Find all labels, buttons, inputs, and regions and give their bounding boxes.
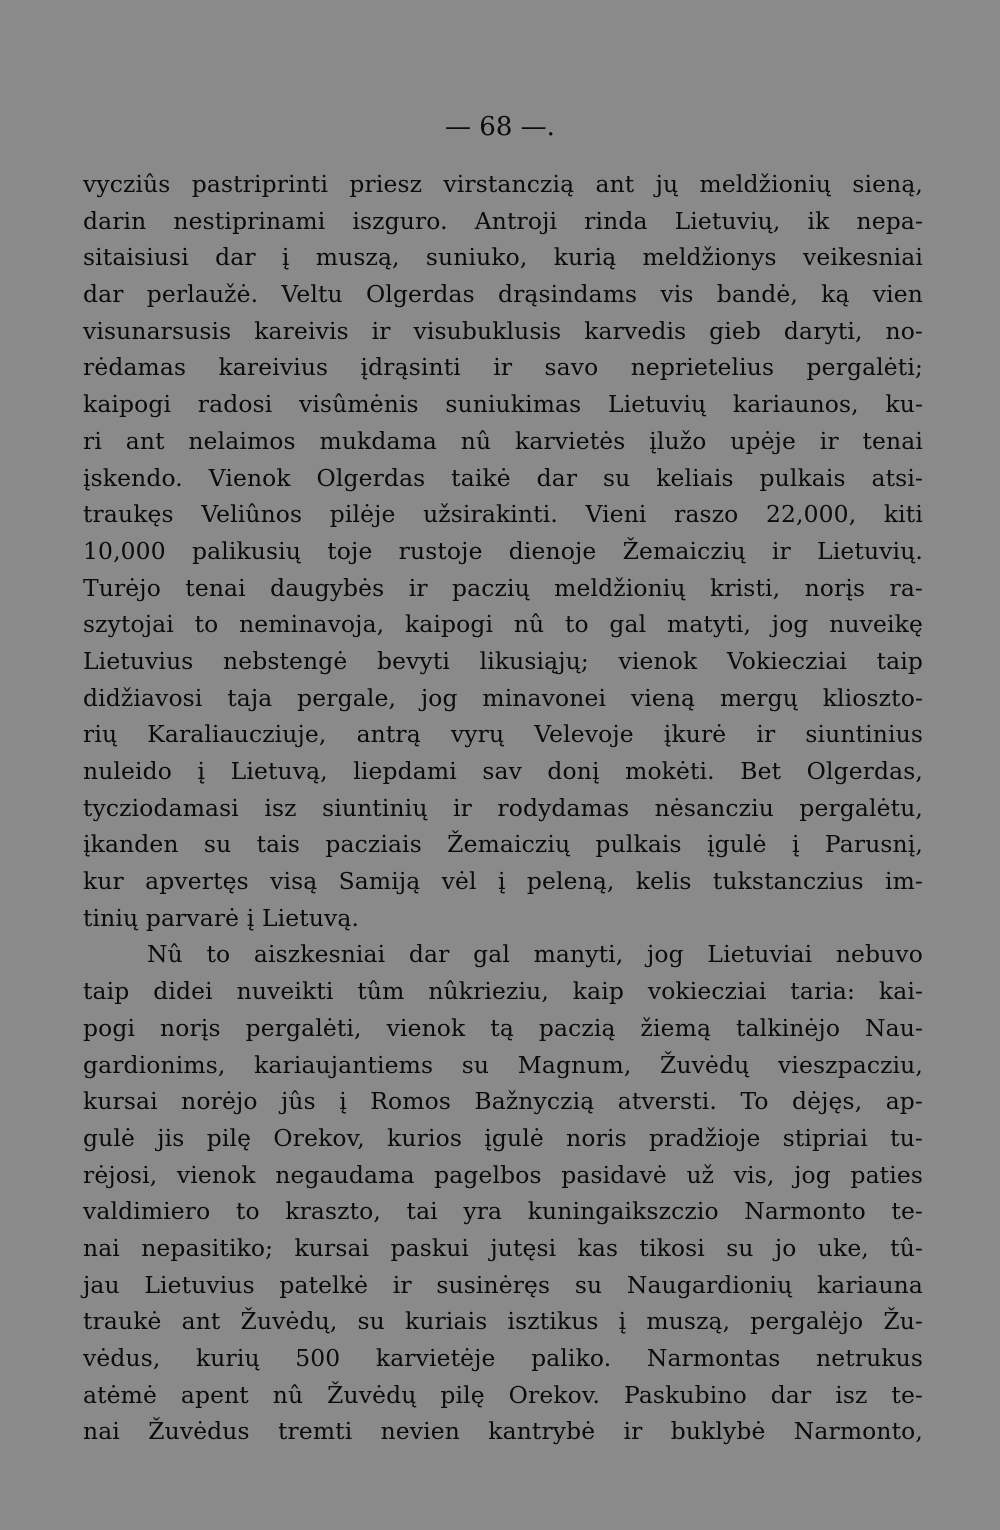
page-number: — 68 —. <box>445 112 555 142</box>
paragraph-start-line: Nû to aiszkesniai dar gal manyti, jog Lietuviai nebuvo <box>147 940 923 969</box>
text-line: nai Žuvėdus tremti nevien kantrybė ir buklybė Narmonto, <box>83 1417 923 1446</box>
text-line: kaipogi radosi visûmėnis suniukimas Lietuvių kariaunos, ku- <box>83 390 923 419</box>
text-line: rių Karaliaucziuje, antrą vyrų Velevoje įkurė ir siuntinius <box>83 720 923 749</box>
text-line: visunarsusis kareivis ir visubuklusis karvedis gieb daryti, no- <box>83 316 923 345</box>
text-line: nai nepasitiko; kursai paskui jutęsi kas tikosi su jo uke, tû- <box>83 1233 923 1262</box>
text-line: vycziûs pastriprinti priesz virstanczią ant jų meldžionių sieną, <box>83 170 923 198</box>
text-line: traukęs Veliûnos pilėje užsirakinti. Vieni raszo 22,000, kiti <box>83 500 923 529</box>
text-line: darin nestiprinami iszguro. Antroji rinda Lietuvių, ik nepa- <box>83 206 923 235</box>
text-line: įskendo. Vienok Olgerdas taikė dar su keliais pulkais atsi- <box>83 463 923 492</box>
text-line: kursai norėjo jûs į Romos Bažnyczią atversti. To dėjęs, ap- <box>83 1087 923 1116</box>
text-line: gulė jis pilę Orekov, kurios įgulė noris pradžioje stipriai tu- <box>83 1123 923 1152</box>
text-line: dar perlaužė. Veltu Olgerdas drąsindams vis bandė, ką vien <box>83 280 923 309</box>
text-line: nuleido į Lietuvą, liepdami sav donį mokėti. Bet Olgerdas, <box>83 757 923 785</box>
text-line: pogi norįs pergalėti, vienok tą paczią žiemą talkinėjo Nau- <box>83 1013 923 1042</box>
text-line: gardionims, kariaujantiems su Magnum, Žuvėdų vieszpacziu, <box>83 1050 923 1079</box>
text-line: jau Lietuvius patelkė ir susinėręs su Naugardionių kariauna <box>83 1270 923 1299</box>
text-line: Turėjo tenai daugybės ir paczių meldžionių kristi, norįs ra- <box>83 573 923 602</box>
text-line: Lietuvius nebstengė bevyti likusiąjų; vienok Vokiecziai taip <box>83 646 923 675</box>
text-line: tycziodamasi isz siuntinių ir rodydamas nėsancziu pergalėtu, <box>83 793 923 822</box>
text-line: 10,000 palikusių toje rustoje dienoje Žemaiczių ir Lietuvių. <box>83 536 923 565</box>
text-line: didžiavosi taja pergale, jog minavonei vieną mergų klioszto- <box>83 683 923 712</box>
text-line: sitaisiusi dar į muszą, suniuko, kurią meldžionys veikesniai <box>83 243 923 272</box>
paragraph-end-line: tinių parvarė į Lietuvą. <box>83 903 360 932</box>
page-text <box>83 166 923 1450</box>
text-line: kur apvertęs visą Samiją vėl į peleną, kelis tukstanczius im- <box>83 867 923 896</box>
text-line: ri ant nelaimos mukdama nû karvietės įlužo upėje ir tenai <box>83 426 923 455</box>
text-line: szytojai to neminavoja, kaipogi nû to gal matyti, jog nuveikę <box>83 610 923 639</box>
text-line: valdimiero to kraszto, tai yra kuningaikszczio Narmonto te- <box>83 1197 923 1226</box>
text-line: rėjosi, vienok negaudama pagelbos pasidavė už vis, jog paties <box>83 1160 923 1189</box>
text-line: rėdamas kareivius įdrąsinti ir savo neprietelius pergalėti; <box>83 353 923 382</box>
text-line: įkanden su tais pacziais Žemaiczių pulkais įgulė į Parusnį, <box>83 830 923 859</box>
text-line: vėdus, kurių 500 karvietėje paliko. Narmontas netrukus <box>83 1344 923 1372</box>
text-line: traukė ant Žuvėdų, su kuriais isztikus į muszą, pergalėjo Žu- <box>83 1307 923 1336</box>
text-line: atėmė apent nû Žuvėdų pilę Orekov. Paskubino dar isz te- <box>83 1380 923 1409</box>
text-line: taip didei nuveikti tûm nûkrieziu, kaip vokiecziai taria: kai- <box>83 977 923 1006</box>
